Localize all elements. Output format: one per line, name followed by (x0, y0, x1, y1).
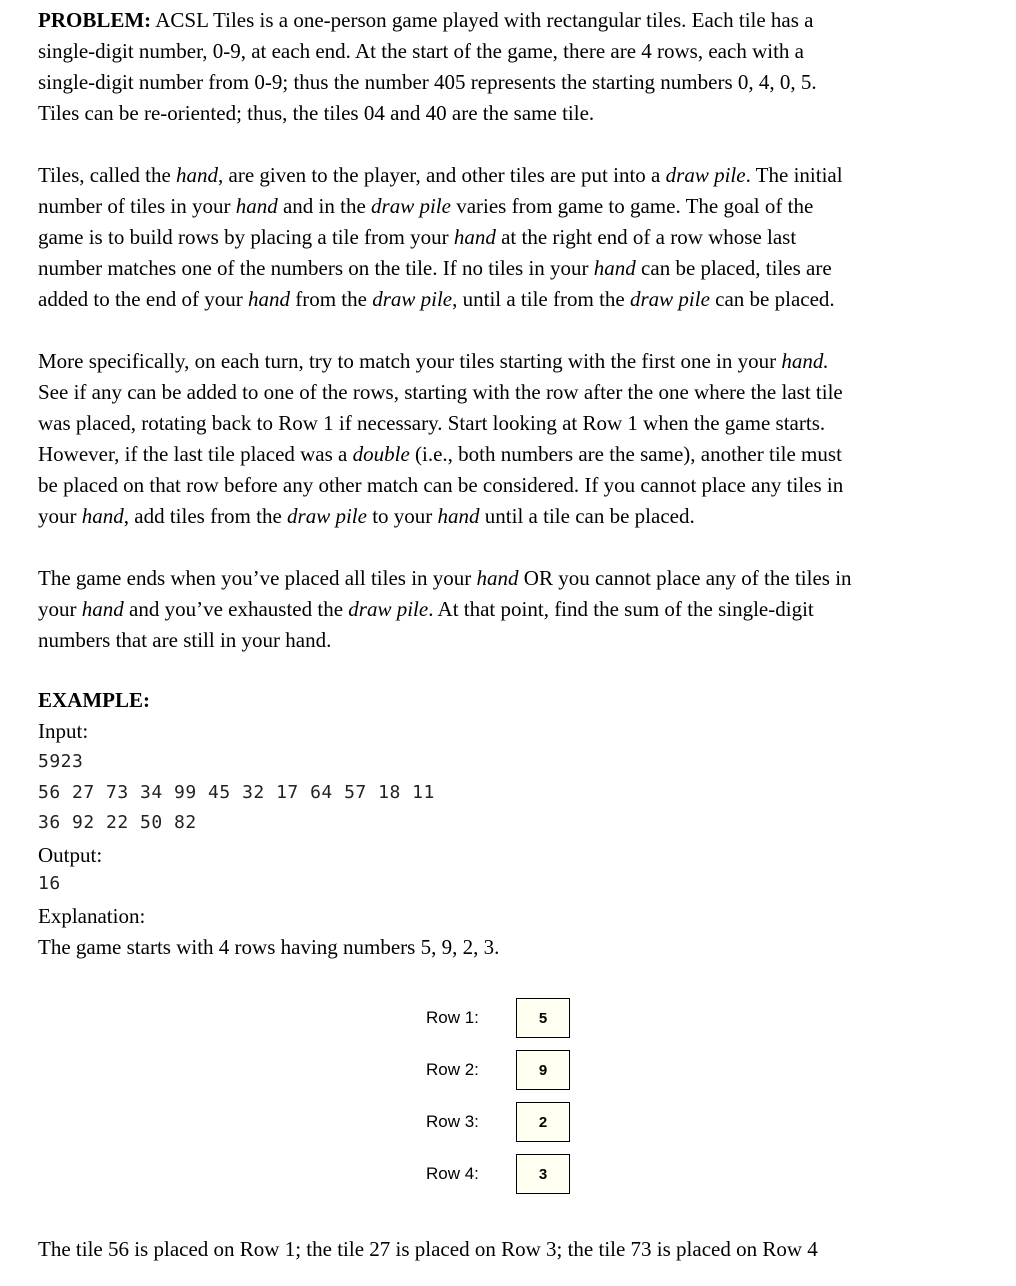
paragraph-line: Tiles, called the hand, are given to the player, and other tiles are put into a draw pile. The initial (38, 163, 843, 187)
paragraph-line: numbers that are still in your hand. (38, 628, 332, 652)
output-value: 16 (38, 873, 61, 894)
row-2 (426, 1050, 576, 1094)
row-label: Row 1: (426, 1008, 479, 1027)
paragraph-line: However, if the last tile placed was a double (i.e., both numbers are the same), another tile must (38, 442, 842, 466)
paragraph-line: your hand, add tiles from the draw pile to your hand until a tile can be placed. (38, 504, 695, 528)
paragraph-line: The game ends when you’ve placed all tiles in your hand OR you cannot place any of the tiles in (38, 566, 852, 590)
row-tile: 5 (516, 998, 570, 1038)
row-3 (426, 1102, 576, 1146)
input-line: 56 27 73 34 99 45 32 17 64 57 18 11 (38, 782, 435, 803)
paragraph-line: number matches one of the numbers on the tile. If no tiles in your hand can be placed, tiles are (38, 256, 832, 280)
problem-paragraph (38, 5, 978, 129)
paragraph-line: number of tiles in your hand and in the draw pile varies from game to game. The goal of the (38, 194, 814, 218)
game-end-paragraph (38, 563, 978, 656)
example-heading: EXAMPLE: (38, 688, 150, 712)
row-tile: 9 (516, 1050, 570, 1090)
turn-rules-paragraph (38, 346, 978, 532)
row-tile: 3 (516, 1154, 570, 1194)
row-label: Row 4: (426, 1164, 479, 1183)
row-4 (426, 1154, 576, 1198)
output-label: Output: (38, 843, 103, 867)
row-label: Row 2: (426, 1060, 479, 1079)
input-label: Input: (38, 719, 89, 743)
row-label: Row 3: (426, 1112, 479, 1131)
paragraph-line: game is to build rows by placing a tile from your hand at the right end of a row whose last (38, 225, 797, 249)
paragraph-line: added to the end of your hand from the draw pile, until a tile from the draw pile can be placed. (38, 287, 835, 311)
problem-line: single-digit number from 0-9; thus the number 405 represents the starting numbers 0, 4, 0, 5. (38, 70, 817, 94)
input-line: 36 92 22 50 82 (38, 812, 197, 833)
row-tile: 2 (516, 1102, 570, 1142)
explanation-label: Explanation: (38, 904, 146, 928)
paragraph-line: was placed, rotating back to Row 1 if necessary. Start looking at Row 1 when the game starts. (38, 411, 826, 435)
paragraph-line: be placed on that row before any other match can be considered. If you cannot place any tiles in (38, 473, 844, 497)
row-1 (426, 998, 576, 1042)
explanation-continuation: The tile 56 is placed on Row 1; the tile 27 is placed on Row 3; the tile 73 is placed on Row 4 (38, 1237, 818, 1261)
explanation-text: The game starts with 4 rows having numbers 5, 9, 2, 3. (38, 935, 500, 959)
problem-line: single-digit number, 0-9, at each end. At the start of the game, there are 4 rows, each with a (38, 39, 804, 63)
paragraph-line: See if any can be added to one of the rows, starting with the row after the one where the last tile (38, 380, 843, 404)
paragraph-line: your hand and you’ve exhausted the draw pile. At that point, find the sum of the single-digit (38, 597, 814, 621)
problem-line: ACSL Tiles is a one-person game played with rectangular tiles. Each tile has a (151, 8, 814, 32)
problem-line: Tiles can be re-oriented; thus, the tiles 04 and 40 are the same tile. (38, 101, 595, 125)
paragraph-line: More specifically, on each turn, try to match your tiles starting with the first one in your hand. (38, 349, 829, 373)
input-line: 5923 (38, 751, 84, 772)
problem-label: PROBLEM: (38, 8, 152, 32)
hand-description-paragraph (38, 160, 978, 315)
